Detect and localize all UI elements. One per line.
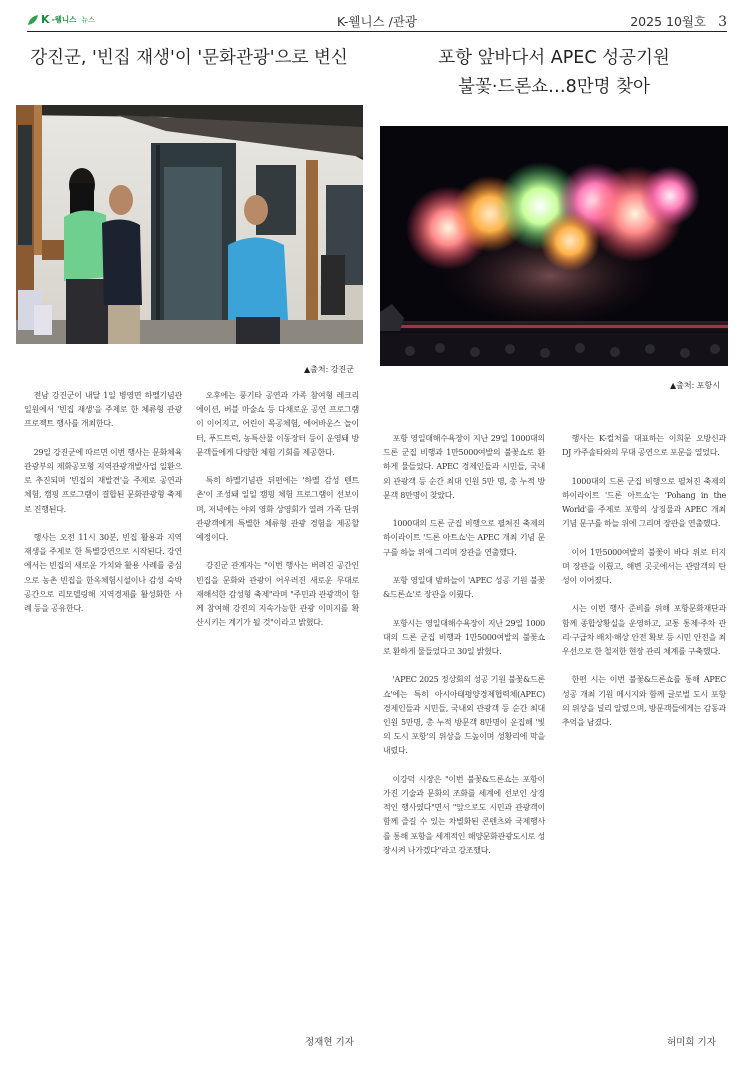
paragraph: 포항 영일대 밤하늘이 'APEC 성공 기원 불꽃&드론쇼'로 장관을 이뤘다. (383, 576, 545, 600)
paragraph: 강진군 관계자는 "이번 행사는 버려진 공간인 빈집을 문화와 관광이 어우러진 새로운 무대로 재해석한 감성형 축제"라며 "주민과 관광객이 함께 참여해 강진의 지속가능한 관광 이미지를 확산시키는 계기가 될 것"이라고 밝혔다. (196, 561, 359, 628)
paragraph: 한편 시는 이번 불꽃&드론쇼를 통해 APEC 성공 개최 기원 메시지와 함께 글로벌 도시 포항의 위상을 널리 알렸으며, 방문객들에게는 감동과 추억을 남겼다. (562, 675, 726, 727)
paragraph: 이강덕 시장은 "이번 불꽃&드론쇼는 포항이 가진 기술과 문화의 조화를 세계에 선보인 상징적인 행사였다"면서 "앞으로도 시민과 관광객이 함께 즐길 수 있는 차별화된 콘텐츠와 국제행사를 통해 포항을 세계적인 해양문화관광도시로 성장시켜 나가겠다"라고 강조했다. (383, 774, 545, 855)
right-article-photo (380, 126, 728, 366)
left-photo-caption: ▲출처: 강진군 (303, 365, 354, 374)
fireworks-photo (380, 126, 728, 366)
logo-text: -웰니스 (51, 15, 77, 24)
left-article-headline: 강진군, '빈집 재생'이 '문화관광'으로 변신 (30, 48, 348, 68)
right-photo-caption: ▲출처: 포항시 (669, 381, 720, 390)
paragraph: 오후에는 풍기타 공연과 가족 참여형 레크리에이션, 버블 마술쇼 등 다채로운 공연 프로그램이 이어지고, 어린이 목공체험, 에어바운스 놀이터, 푸드트럭, 농특산물 이동장터 등이 운영돼 방문객들에게 다양한 체험 기회를 제공한다. (196, 391, 359, 457)
issue-date: 2025 10월호 (630, 14, 707, 29)
right-article-headline (380, 44, 728, 102)
paragraph: 이어 1만5000여발의 불꽃이 바다 위로 터지며 장관을 이뤘고, 해변 곳곳에서는 관람객의 탄성이 이어졌다. (562, 547, 726, 585)
paragraph: 'APEC 2025 정상회의 성공 기원 불꽃&드론쇼'에는 특히 아시아태평양경제협력체(APEC) 경제인들과 시민들, 국내외 관광객 등 순간 최대 인원 5만명, 총 누적 방문객 8만명이 운집해 '빛의 도시 포항'의 위상을 드높이며 성황리에 막을 내렸다. (383, 675, 545, 756)
logo-letter: K (41, 13, 50, 26)
issue-info (630, 12, 727, 30)
paragraph: 포항시는 영일대해수욕장이 지난 29일 1000대의 드론 군집 비행과 1만5000여발의 불꽃쇼로 환하게 물들었다고 30일 밝혔다. (383, 618, 545, 656)
section-title: K-웰니스 /관광 (337, 14, 417, 29)
left-article-reporter: 정재현 기자 (305, 1037, 354, 1048)
paragraph: 전남 강진군이 내달 1일 병영면 하멜기념관 일원에서 '빈집 재생'을 주제로 한 체류형 관광 프로젝트 행사를 개최한다. (24, 391, 182, 429)
paragraph: 1000대의 드론 군집 비행으로 펼쳐진 축제의 하이라이트 '드론 아트쇼'는 APEC 개최 기념 문구를 하늘 위에 그리며 장관을 연출했다. (383, 519, 545, 557)
paragraph: 행사는 오전 11시 30분, 빈집 활용과 지역 재생을 주제로 한 특별강연으로 시작된다. 강연에서는 빈집의 새로운 가치와 활용 사례를 중심으로 농촌 빈집을 한옥체험시설이나 감성 숙박공간으로 리모델링해 지역경제를 활성화한 사례 등을 공유한다. (24, 533, 182, 614)
paragraph: 1000대의 드론 군집 비행으로 펼쳐진 축제의 하이라이트 '드론 아트쇼'는 'Pohang in the World'를 주제로 포항의 상징물과 APEC 개최 기념 문구를 하늘 위에 그리며 장관을 연출했다. (562, 476, 726, 529)
left-article-column-1 (24, 389, 182, 630)
page-header (27, 10, 727, 32)
right-article-reporter: 허미희 기자 (667, 1037, 716, 1048)
left-article-photo (16, 105, 363, 344)
logo-sub: 뉴스 (81, 15, 95, 24)
paragraph: 시는 이번 행사 준비를 위해 포항문화재단과 함께 종합상황실을 운영하고, 교통 통제·주차 관리·구급차 배치·해상 안전 확보 등 시민 안전을 최우선으로 한 철저한 현장 관리 체계를 구축했다. (562, 604, 726, 656)
paragraph: 특히 하멜기념관 뒤편에는 '하멜 감성 텐트촌'이 조성돼 일일 캠핑 체험 프로그램이 선보이며, 저녁에는 야외 영화 상영회가 열려 가족 단위 관광객에게 특별한 체류형 관광 경험을 제공할 예정이다. (196, 476, 359, 543)
paragraph: 행사는 K-컬처를 대표하는 이희문 오방신과 DJ 카주솔타와의 무대 공연으로 포문을 열었다. (562, 434, 726, 458)
paragraph: 29일 강진군에 따르면 이번 행사는 문화체육관광부의 제화공모형 지역관광개발사업 일환으로 추진되며 '빈집의 재발견'을 주제로 공연과 체험, 캠핑 프로그램이 결합된 문화관광형 축제로 진행된다. (24, 447, 182, 514)
paragraph: 포항 영일대해수욕장이 지난 29일 1000대의 드론 군집 비행과 1만5000여발의 불꽃쇼로 환하게 물들었다. APEC 경제인들과 시민들, 국내외 관광객 등 순간 최대 인원 5만 명, 총 누적 방문객 8만명이 찾았다. (383, 434, 545, 500)
headline-line-1: 포항 앞바다서 APEC 성공기원 (438, 48, 670, 68)
left-article-column-2 (196, 389, 359, 645)
right-article-column-2 (562, 432, 726, 744)
right-article-column-1 (383, 432, 545, 872)
hanok-visit-photo (16, 105, 363, 344)
headline-line-2: 불꽃·드론쇼…8만명 찾아 (458, 77, 650, 97)
page-number: 3 (718, 14, 727, 30)
